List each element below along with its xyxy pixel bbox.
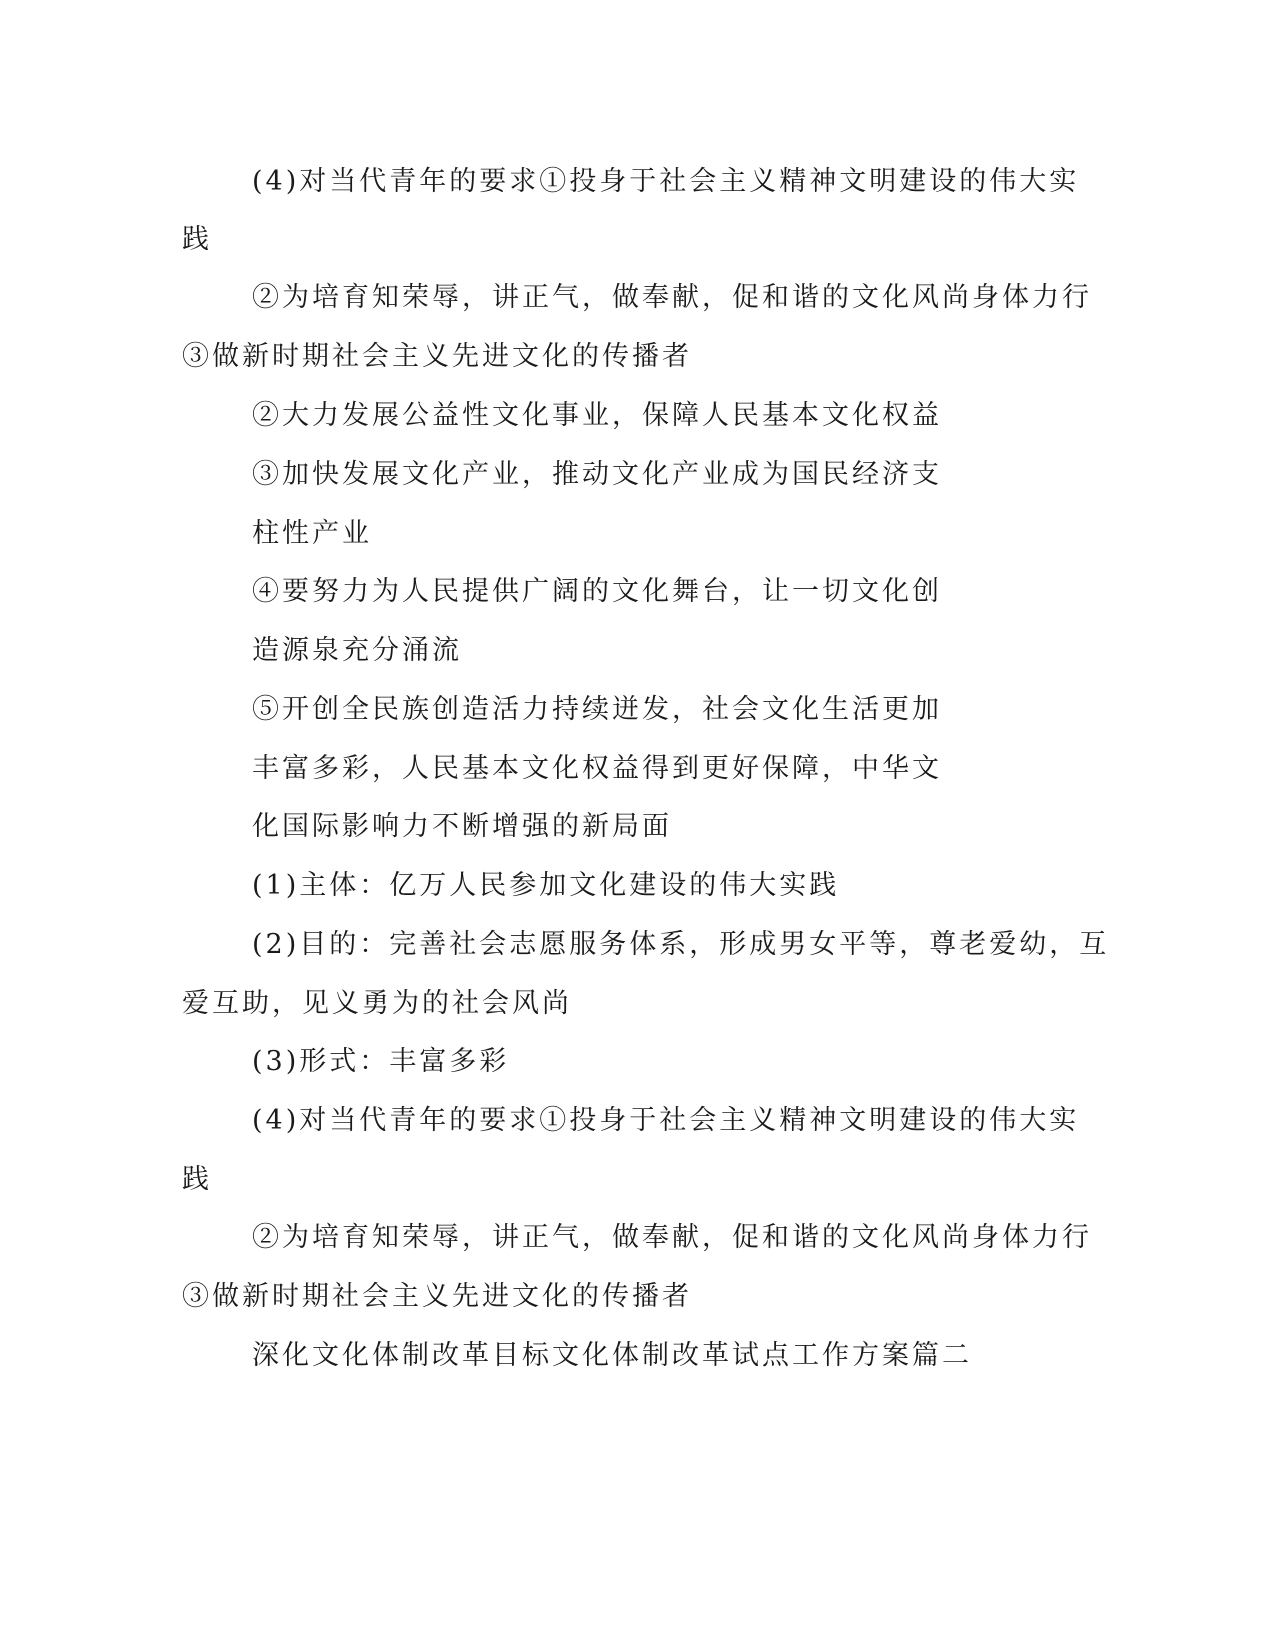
text-line: 践 xyxy=(182,1164,212,1195)
text-line: (4)对当代青年的要求①投身于社会主义精神文明建设的伟大实 xyxy=(252,1105,1080,1136)
text-line: ③做新时期社会主义先进文化的传播者 xyxy=(182,1281,692,1312)
text-line: (4)对当代青年的要求①投身于社会主义精神文明建设的伟大实 xyxy=(252,166,1080,197)
text-line: ②为培育知荣辱，讲正气，做奉献，促和谐的文化风尚身体力行 xyxy=(252,1222,1092,1253)
text-line: ②为培育知荣辱，讲正气，做奉献，促和谐的文化风尚身体力行 xyxy=(252,282,1092,313)
text-line: ③加快发展文化产业，推动文化产业成为国民经济支 xyxy=(252,459,942,490)
text-line: (1)主体：亿万人民参加文化建设的伟大实践 xyxy=(252,870,840,901)
text-line: 造源泉充分涌流 xyxy=(252,635,462,666)
text-line: (2)目的：完善社会志愿服务体系，形成男女平等，尊老爱幼，互 xyxy=(252,929,1110,960)
text-line: (3)形式：丰富多彩 xyxy=(252,1046,510,1077)
text-line: 践 xyxy=(182,224,212,255)
text-line: ④要努力为人民提供广阔的文化舞台，让一切文化创 xyxy=(252,576,942,607)
text-line: 化国际影响力不断增强的新局面 xyxy=(252,811,672,842)
text-line: ②大力发展公益性文化事业，保障人民基本文化权益 xyxy=(252,400,942,431)
text-line: ⑤开创全民族创造活力持续迸发，社会文化生活更加 xyxy=(252,694,942,725)
section-heading: 深化文化体制改革目标文化体制改革试点工作方案篇二 xyxy=(252,1340,972,1371)
text-line: 柱性产业 xyxy=(252,518,372,549)
text-line: 丰富多彩，人民基本文化权益得到更好保障，中华文 xyxy=(252,753,942,784)
text-line: 爱互助，见义勇为的社会风尚 xyxy=(182,988,572,1019)
text-line: ③做新时期社会主义先进文化的传播者 xyxy=(182,341,692,372)
